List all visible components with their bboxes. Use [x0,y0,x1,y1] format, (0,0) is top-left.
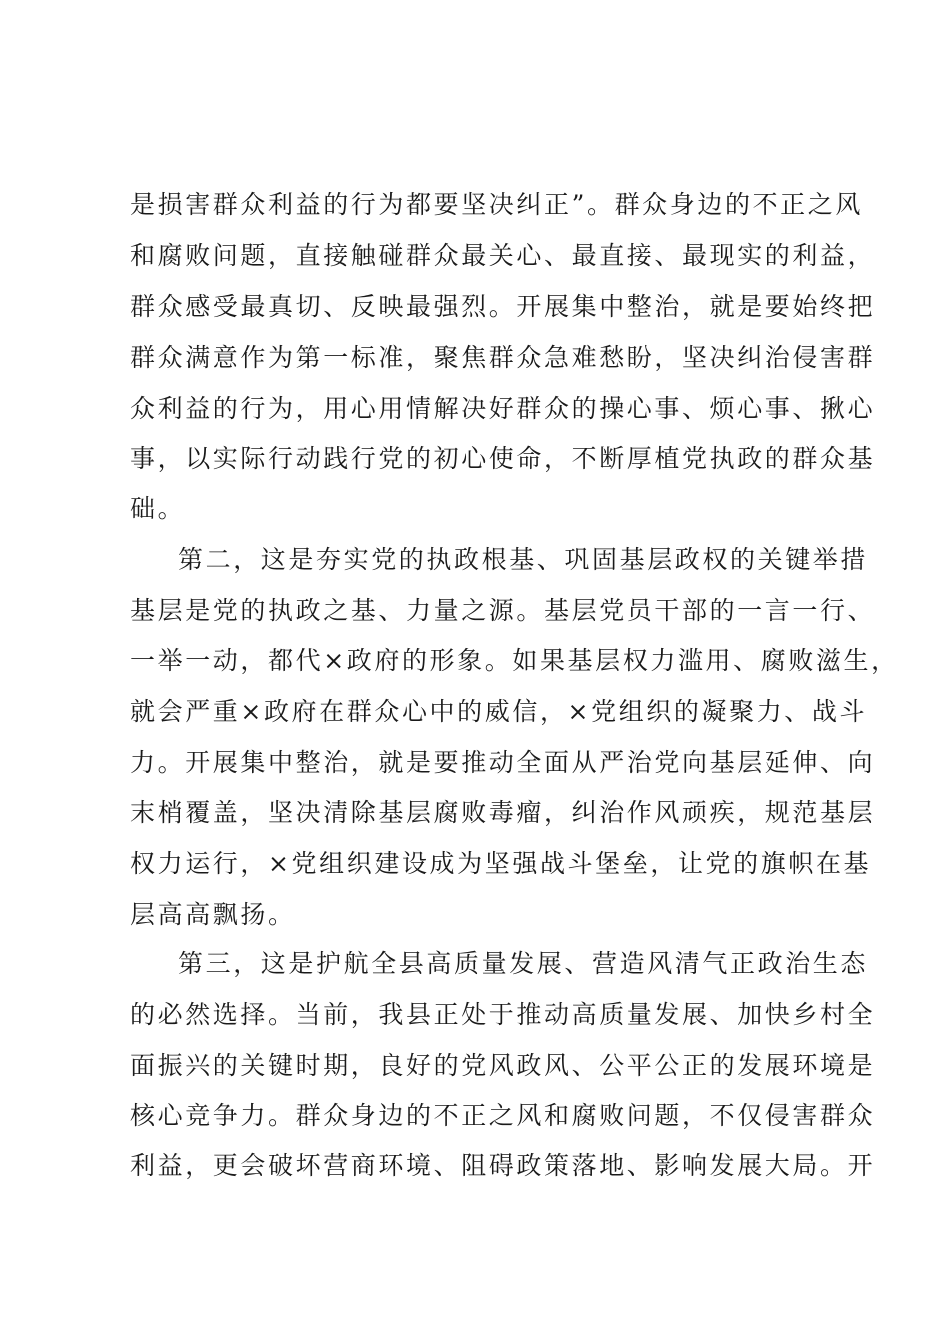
text-line: 利益，更会破坏营商环境、阻碍政策落地、影响发展大局。开 [130,1151,876,1180]
paragraph-heading-second: 第二，这是夯实党的执政根基、巩固基层政权的关键举措 [178,545,869,574]
text-line: 础。 [130,494,186,523]
text-line: 末梢覆盖，坚决清除基层腐败毒瘤，纠治作风顽疾，规范基层 [130,798,876,827]
text-line: 基层是党的执政之基、力量之源。基层党员干部的一言一行、 [130,596,876,625]
text-line: 权力运行，×党组织建设成为坚强战斗堡垒，让党的旗帜在基 [130,849,872,878]
text-line: 群众感受最真切、反映最强烈。开展集中整治，就是要始终把 [130,292,876,321]
text-line: 力。开展集中整治，就是要推动全面从严治党向基层延伸、向 [130,748,876,777]
paragraph-heading-third: 第三，这是护航全县高质量发展、营造风清气正政治生态 [178,949,869,978]
text-line: 和腐败问题，直接触碰群众最关心、最直接、最现实的利益， [130,241,876,270]
text-line: 群众满意作为第一标准，聚焦群众急难愁盼，坚决纠治侵害群 [130,343,876,372]
text-line: 核心竞争力。群众身边的不正之风和腐败问题，不仅侵害群众 [130,1101,876,1130]
text-line: 面振兴的关键时期，良好的党风政风、公平公正的发展环境是 [130,1051,876,1080]
text-line: 众利益的行为，用心用情解决好群众的操心事、烦心事、揪心 [130,394,876,423]
text-line: 一举一动，都代×政府的形象。如果基层权力滥用、腐败滋生， [130,646,899,675]
text-line: 层高高飘扬。 [130,900,296,929]
text-line: 是损害群众利益的行为都要坚决纠正”。群众身边的不正之风 [130,190,863,219]
text-line: 就会严重×政府在群众心中的威信，×党组织的凝聚力、战斗 [130,697,868,726]
text-line: 的必然选择。当前，我县正处于推动高质量发展、加快乡村全 [130,1000,876,1029]
text-line: 事，以实际行动践行党的初心使命，不断厚植党执政的群众基 [130,444,876,473]
